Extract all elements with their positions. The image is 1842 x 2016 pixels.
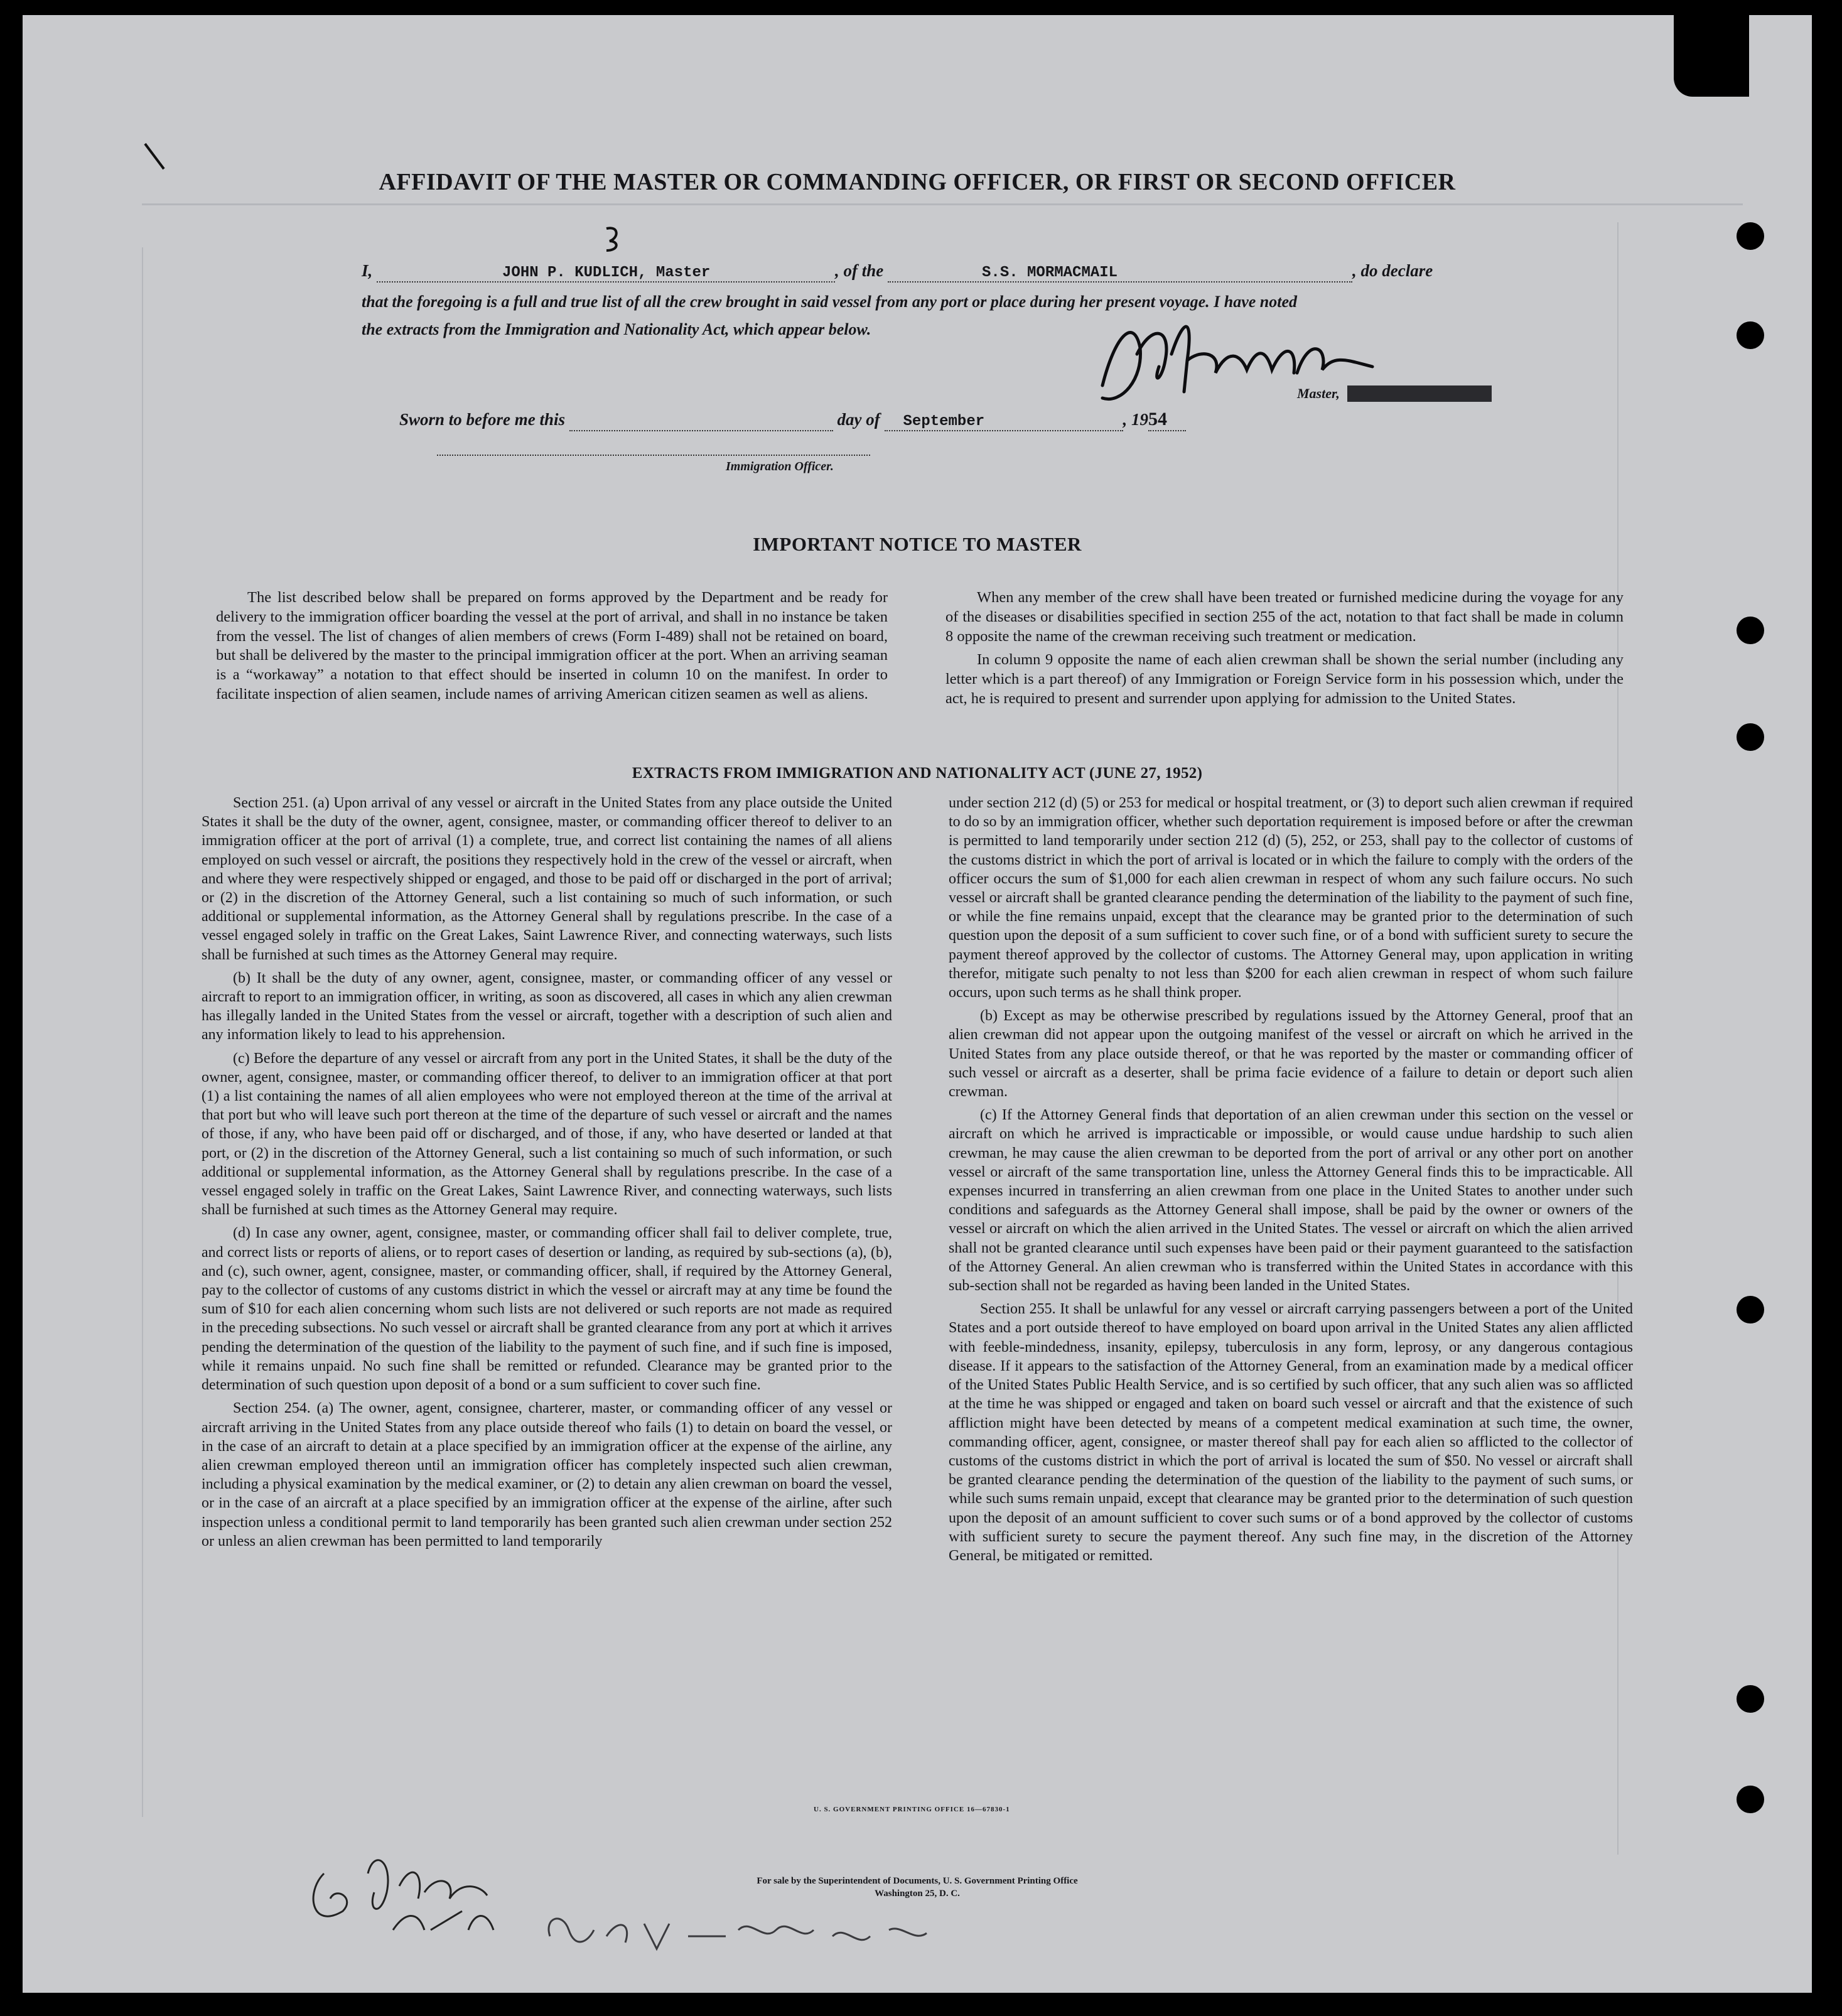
declarant-line bbox=[362, 261, 1433, 283]
vessel-name: S.S. MORMACMAIL bbox=[888, 264, 1352, 283]
document-page bbox=[23, 15, 1812, 1993]
section-254-a: Section 254. (a) The owner, agent, consignee, charterer, master, or commanding officer of any vessel or aircraft arriving in the United States from any place outside thereof who fails (1) to detain on board the vessel, or in the case of an aircraft to detain at a place specified by an immigration officer at the expense of the airline, any alien crewman employed thereon until an immigration officer has completely inspected such alien crewman, including a physical examination by the medical examiner, or (2) to detain any alien crewman on board the vessel, or in the case of an aircraft at a place specified by an immigration officer at the expense of the airline, after such inspection unless a conditional permit to land temporarily has been granted such alien crewman under section 252 or unless an alien crewman has been permitted to land temporarily bbox=[202, 1400, 892, 1550]
section-255: Section 255. It shall be unlawful for any vessel or aircraft carrying passengers between a port of the United States and a port outside thereof to have employed on board upon arrival in the United States any alien afflicted with feeble-mindedness, insanity, epilepsy, tuberculosis in any form, leprosy, or any dangerous contagious disease. If it appears to the satisfaction of the Attorney General, from an examination made by a medical officer of the United States Public Health Service, and is so certified by such officer, that any such alien was so afflicted at the time he was shipped or engaged and taken on board such vessel or aircraft and that the existence of such affliction might have been detected by means of a competent medical examination at such time, the owner, commanding officer, agent, consignee, or master thereof shall pay for each alien so afflicted to the collector of customs of the customs district in which the port of arrival is located the sum of $50. No vessel or aircraft shall be granted clearance pending the determination of the question of the liability to the payment of such sums, or while such sums remain unpaid, except that clearance may be granted prior to the determination of such question upon the deposit of an amount sufficient to cover such sums or of a bond approved by the collector of customs with sufficient surety to secure the payment thereof. Any such fine may, in the discretion of the Attorney General, be mitigated or remitted. bbox=[949, 1301, 1633, 1564]
handwritten-mark bbox=[600, 222, 625, 254]
affidavit-title: AFFIDAVIT OF THE MASTER OR COMMANDING OFFICER, OR FIRST OR SECOND OFFICER bbox=[379, 169, 1456, 195]
handwritten-notation bbox=[537, 1905, 939, 1968]
section-251-d: (d) In case any owner, agent, consignee, master, or commanding officer shall fail to deliver complete, true, and correct lists or reports of aliens, or to report cases of desertion or landing, as required by sub-sections (a), (b), and (c), such owner, agent, consignee, master, or commanding officer, shall, if required by the Attorney General, pay to the collector of customs of any customs district in which the vessel or aircraft may at any time be found the sum of $10 for each alien concerning whom such lists are not delivered or such reports are not made as required in the preceding subsections. No such vessel or aircraft shall be granted clearance from any port at which it arrives pending the determination of the question of the liability to the payment of such fine, and if such fine is imposed, while it remains unpaid. No such fine shall be remitted or refunded. Clearance may be granted prior to the determination of such question upon deposit of a bond or a sum sufficient to cover such fine. bbox=[202, 1225, 892, 1394]
section-254-c: (c) If the Attorney General finds that deportation of an alien crewman under this section on the vessel or aircraft on which he arrived is impracticable or impossible, or would cause undue hardship to such alien crewman, he may cause the alien crewman to be deported from the port of arrival or any other port on another vessel or aircraft of the same transportation line, unless the Attorney General finds this to be impracticable. All expenses incurred in transferring an alien crewman from one place in the United States to another under such conditions and safeguards as the Attorney General shall impose, shall be paid by the owner or owners of the vessel or aircraft on which the alien arrived in the United States. The vessel or aircraft on which the alien arrived shall not be granted clearance until such expenses have been paid or their payment guaranteed to the satisfaction of the Attorney General. An alien crewman who is transferred within the United States in accordance with this sub-section shall not be regarded as having been landed in the United States. bbox=[949, 1107, 1633, 1295]
immigration-officer-label: Immigration Officer. bbox=[726, 460, 834, 473]
handwritten-initials bbox=[299, 1836, 525, 1949]
notice-right-paragraph-1: When any member of the crew shall have been treated or furnished medicine during the voyage for any of the diseases or disabilities specified in section 255 of the act, notation to that fact shall be made in column 8 opposite the name of the crewman receiving such treatment or medication. bbox=[945, 589, 1624, 645]
corner-tab bbox=[1674, 15, 1749, 97]
sale-line-2: Washington 25, D. C. bbox=[875, 1889, 960, 1899]
section-254-a-continued: under section 212 (d) (5) or 253 for medical or hospital treatment, or (3) to deport such alien crewman if required to do so by an immigration officer, whether such deportation requirement is imposed before or after the crewman is permitted to land temporarily under section 212 (d) (5), 252, or 253, shall pay to the collector of customs of the customs district in which the port of arrival is located or in which the failure to comply with the orders of the officer occurs the sum of $1,000 for each alien crewman in respect of whom any such failure occurs. No such vessel or aircraft shall be granted clearance pending the determination of the liability to the payment of such fine, or while the fine remains unpaid, except that the clearance may be granted prior to the determination of such question upon the deposit of a sum sufficient to cover such fine, or of a bond with sufficient surety to secure the payment thereof approved by the collector of customs. The Attorney General may, upon application in writing therefor, mitigate such penalty to not less than $200 for each alien crewman in respect of whom such failure occurs, upon such terms as he shall think proper. bbox=[949, 795, 1633, 1001]
punch-hole bbox=[1737, 222, 1764, 250]
sworn-day-blank bbox=[569, 413, 833, 431]
section-251-a: Section 251. (a) Upon arrival of any vessel or aircraft in the United States from any place outside the United States it shall be the duty of the owner, agent, consignee, master, or commanding officer thereof to deliver to an immigration officer at the port of arrival (1) a complete, true, and correct list containing the names of all aliens employed on such vessel or aircraft, the positions they respectively hold in the crew of the vessel or aircraft, when and where they were respectively shipped or engaged, and those to be paid off or discharged in the port of arrival; or (2) in the discretion of the Attorney General, such a list containing so much of such information, or such additional or supplemental information, as the Attorney General shall by regulations prescribe. In the case of a vessel engaged solely in traffic on the Great Lakes, Saint Lawrence River, and connecting waterways, such lists shall be furnished at such times as the Attorney General may require. bbox=[202, 795, 892, 963]
punch-hole bbox=[1737, 723, 1764, 751]
section-251-b: (b) It shall be the duty of any owner, agent, consignee, master, or commanding officer of any vessel or aircraft to report to an immigration officer, in writing, as soon as discovered, all cases in which any alien crewman has illegally landed in the United States from the vessel or aircraft, together with a description of such alien and any information likely to lead to his apprehension. bbox=[202, 969, 892, 1043]
punch-hole bbox=[1737, 617, 1764, 644]
extracts-left-column bbox=[202, 794, 892, 1555]
year-prefix: , 19 bbox=[1123, 410, 1149, 429]
show-through-rule bbox=[142, 203, 1743, 205]
punch-hole bbox=[1737, 1685, 1764, 1713]
extracts-title: EXTRACTS FROM IMMIGRATION AND NATIONALITY ACT (JUNE 27, 1952) bbox=[632, 765, 1203, 782]
punch-hole bbox=[1737, 321, 1764, 349]
sworn-label: Sworn to before me this bbox=[399, 410, 566, 429]
notice-right-paragraph-2: In column 9 opposite the name of each alien crewman shall be shown the serial number (including any letter which is a part thereof) of any Immigration or Foreign Service form in his possession which, under the act, he is required to present and surrender upon applying for admission to the United States. bbox=[945, 651, 1624, 707]
struck-title bbox=[1347, 385, 1492, 402]
punch-hole bbox=[1737, 1296, 1764, 1323]
show-through-column-left bbox=[35, 247, 143, 1817]
sworn-month: September bbox=[885, 413, 1123, 431]
notice-left-column bbox=[216, 588, 888, 709]
sworn-year: 54 bbox=[1148, 409, 1186, 431]
declare-label: , do declare bbox=[1352, 261, 1433, 280]
statement-line-2: the extracts from the Immigration and Nationality Act, which appear below. bbox=[362, 320, 871, 338]
section-251-c: (c) Before the departure of any vessel or aircraft from any port in the United States, it shall be the duty of the owner, agent, consignee, master, or commanding officer thereof, to deliver to an immigration officer at that port (1) a list containing the names of all alien employees who were not employed thereon at the time of the arrival at that port but who will leave such port thereon at the time of the departure of such vessel or aircraft and the names of those, if any, who have been paid off or discharged, and of those, if any, who have deserted or landed at that port, or (2) in the discretion of the Attorney General, such a list containing so much of such information, or such additional or supplemental information, as the Attorney General shall by regulations prescribe. In the case of a vessel engaged solely in traffic on the Great Lakes, Saint Lawrence River, and connecting waterways, such lists shall be furnished at such times as the Attorney General may require. bbox=[202, 1050, 892, 1219]
declarant-name: JOHN P. KUDLICH, Master bbox=[377, 264, 835, 283]
show-through-column-right bbox=[1617, 222, 1738, 1855]
notice-left-paragraph: The list described below shall be prepared on forms approved by the Department and be ready for delivery to the immigration officer boarding the vessel at the port of arrival, and shall in no instance be taken from the vessel. The list of changes of alien members of crews (Form I-489) shall not be retained on board, but shall be delivered by the master to the principal immigration officer at the port. When an arriving seaman is a “workaway” a notation to that effect should be inserted in column 10 on the manifest. In order to facilitate inspection of alien seamen, include names of arriving American citizen seamen as well as aliens. bbox=[216, 589, 888, 703]
sale-line-1: For sale by the Superintendent of Documents, U. S. Government Printing Office bbox=[757, 1876, 1078, 1886]
sale-notice bbox=[23, 1875, 1812, 1900]
day-of-label: day of bbox=[837, 410, 880, 429]
of-the-label: , of the bbox=[835, 261, 884, 280]
notice-right-column bbox=[945, 588, 1624, 713]
extracts-right-column bbox=[949, 794, 1633, 1570]
section-254-b: (b) Except as may be otherwise prescribed by regulations issued by the Attorney General, proof that an alien crewman did not appear upon the outgoing manifest of the vessel or aircraft on which he arrived in the United States from any place outside thereof, or that he was reported by the master or commanding officer of such vessel or aircraft as a deserter, shall be prima facie evidence of a failure to detain or deport such alien crewman. bbox=[949, 1008, 1633, 1101]
notice-title: IMPORTANT NOTICE TO MASTER bbox=[753, 533, 1082, 555]
sworn-line bbox=[399, 409, 1186, 431]
statement-line-1: that the foregoing is a full and true list of all the crew brought in said vessel from any port or place during her present voyage. I have noted bbox=[362, 293, 1298, 311]
i-label: I, bbox=[362, 261, 373, 280]
master-signature bbox=[1077, 310, 1404, 423]
master-label: Master, bbox=[1297, 385, 1340, 401]
margin-mark bbox=[142, 141, 167, 172]
gpo-line: U. S. GOVERNMENT PRINTING OFFICE 16—67830-1 bbox=[814, 1806, 1010, 1813]
punch-hole bbox=[1737, 1786, 1764, 1813]
officer-signature-line bbox=[437, 455, 870, 456]
